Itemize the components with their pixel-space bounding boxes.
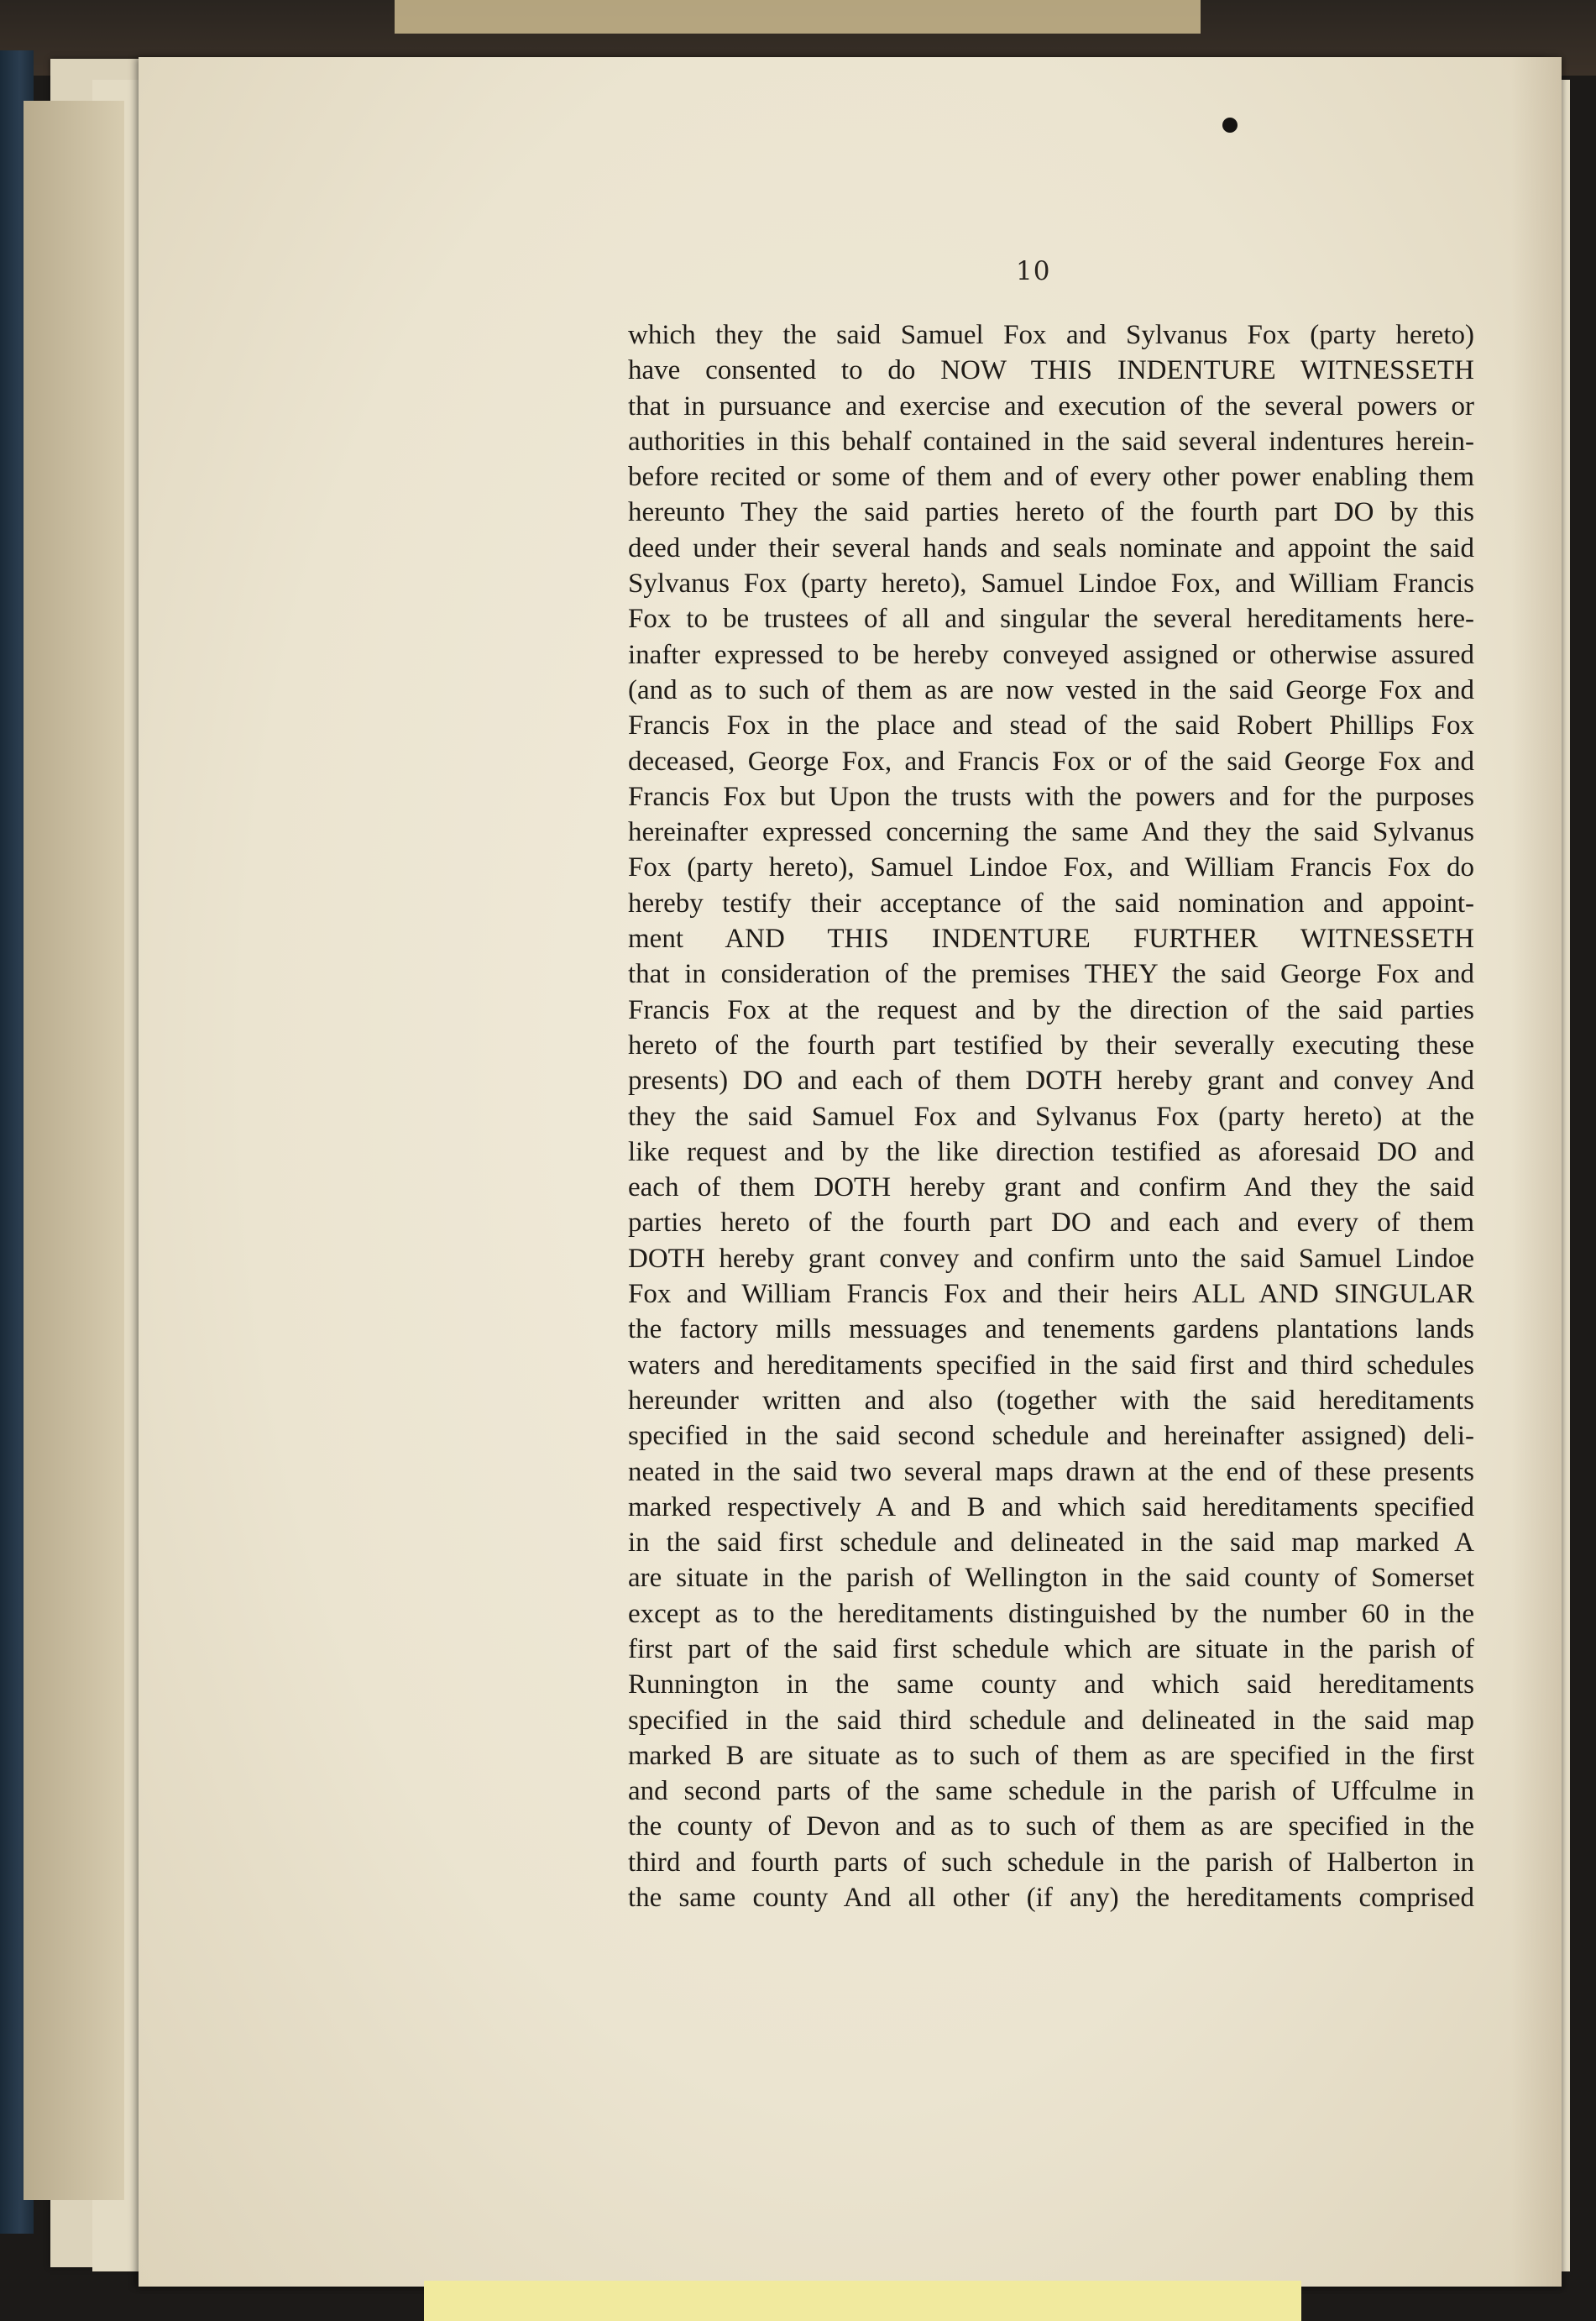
ink-dot bbox=[1222, 118, 1238, 133]
text-line: which they the said Samuel Fox and Sylvanus Fox (party hereto) bbox=[628, 320, 1474, 350]
text-line: hereunto They the said parties hereto of the fourth part DO by this bbox=[628, 497, 1474, 528]
text-line: each of them DOTH hereby grant and confirm And they the said bbox=[628, 1172, 1474, 1203]
text-line: parties hereto of the fourth part DO and each and every of them bbox=[628, 1208, 1474, 1239]
text-line: Francis Fox at the request and by the direction of the said parties bbox=[628, 994, 1474, 1025]
text-line: waters and hereditaments specified in the said first and third schedules bbox=[628, 1349, 1474, 1381]
text-line: specified in the said second schedule and hereinafter assigned) deli- bbox=[628, 1421, 1474, 1452]
text-line: deceased, George Fox, and Francis Fox or of the said George Fox and bbox=[628, 746, 1474, 777]
text-line: that in consideration of the premises THEY the said George Fox and bbox=[628, 959, 1474, 990]
text-line: third and fourth parts of such schedule in the parish of Halberton in bbox=[628, 1847, 1474, 1878]
text-line: Francis Fox in the place and stead of the said Robert Phillips Fox bbox=[628, 710, 1474, 741]
text-line: neated in the said two several maps drawn at the end of these presents bbox=[628, 1456, 1474, 1487]
text-line: are situate in the parish of Wellington in the said county of Somerset bbox=[628, 1563, 1474, 1594]
page-number: 10 bbox=[1016, 256, 1051, 286]
text-line: the factory mills messuages and tenements gardens plantations lands bbox=[628, 1314, 1474, 1345]
page-edge-shading bbox=[1511, 57, 1562, 2287]
text-line: they the said Samuel Fox and Sylvanus Fox (party hereto) at the bbox=[628, 1101, 1474, 1132]
text-line: that in pursuance and exercise and execution of the several powers or bbox=[628, 390, 1474, 422]
text-line: the county of Devon and as to such of them as are specified in the bbox=[628, 1811, 1474, 1842]
text-line: and second parts of the same schedule in the parish of Uffculme in bbox=[628, 1776, 1474, 1807]
text-line: presents) DO and each of them DOTH hereby grant and convey And bbox=[628, 1066, 1474, 1097]
text-line: hereunder written and also (together with the said hereditaments bbox=[628, 1385, 1474, 1416]
text-line: first part of the said first schedule which are situate in the parish of bbox=[628, 1633, 1474, 1664]
text-line: before recited or some of them and of every other power enabling them bbox=[628, 462, 1474, 493]
text-line: in the said first schedule and delineated in the said map marked A bbox=[628, 1527, 1474, 1559]
label-tag bbox=[395, 0, 1201, 34]
page-stack-edge bbox=[24, 101, 124, 2200]
bookmark-tab bbox=[424, 2281, 1301, 2321]
text-line: Francis Fox but Upon the trusts with the powers and for the purposes bbox=[628, 781, 1474, 812]
text-line: hereto of the fourth part testified by their severally executing these bbox=[628, 1030, 1474, 1061]
text-line: Fox and William Francis Fox and their heirs ALL AND SINGULAR bbox=[628, 1279, 1474, 1310]
text-line: marked B are situate as to such of them as are specified in the first bbox=[628, 1740, 1474, 1771]
text-line: except as to the hereditaments distinguished by the number 60 in the bbox=[628, 1598, 1474, 1629]
text-line: hereinafter expressed concerning the same And they the said Sylvanus bbox=[628, 817, 1474, 848]
text-line: Runnington in the same county and which said hereditaments bbox=[628, 1669, 1474, 1700]
text-line: the same county And all other (if any) the hereditaments comprised bbox=[628, 1883, 1474, 1914]
text-line: (and as to such of them as are now vested in the said George Fox and bbox=[628, 674, 1474, 705]
text-line: authorities in this behalf contained in the said several indentures herein- bbox=[628, 426, 1474, 457]
text-line: like request and by the like direction testified as aforesaid DO and bbox=[628, 1136, 1474, 1167]
text-line: ment AND THIS INDENTURE FURTHER WITNESSETH bbox=[628, 924, 1474, 955]
text-line: specified in the said third schedule and delineated in the said map bbox=[628, 1705, 1474, 1736]
text-line: inafter expressed to be hereby conveyed assigned or otherwise assured bbox=[628, 639, 1474, 670]
text-line: deed under their several hands and seals nominate and appoint the said bbox=[628, 532, 1474, 563]
text-line: Fox to be trustees of all and singular the several hereditaments here- bbox=[628, 604, 1474, 635]
text-line: have consented to do NOW THIS INDENTURE WITNESSETH bbox=[628, 355, 1474, 386]
body-text bbox=[628, 317, 1474, 1915]
text-line: marked respectively A and B and which said hereditaments specified bbox=[628, 1491, 1474, 1522]
text-line: hereby testify their acceptance of the said nomination and appoint- bbox=[628, 888, 1474, 919]
text-line: Fox (party hereto), Samuel Lindoe Fox, and William Francis Fox do bbox=[628, 852, 1474, 883]
text-line: Sylvanus Fox (party hereto), Samuel Lindoe Fox, and William Francis bbox=[628, 568, 1474, 600]
text-line: DOTH hereby grant convey and confirm unto the said Samuel Lindoe bbox=[628, 1243, 1474, 1274]
